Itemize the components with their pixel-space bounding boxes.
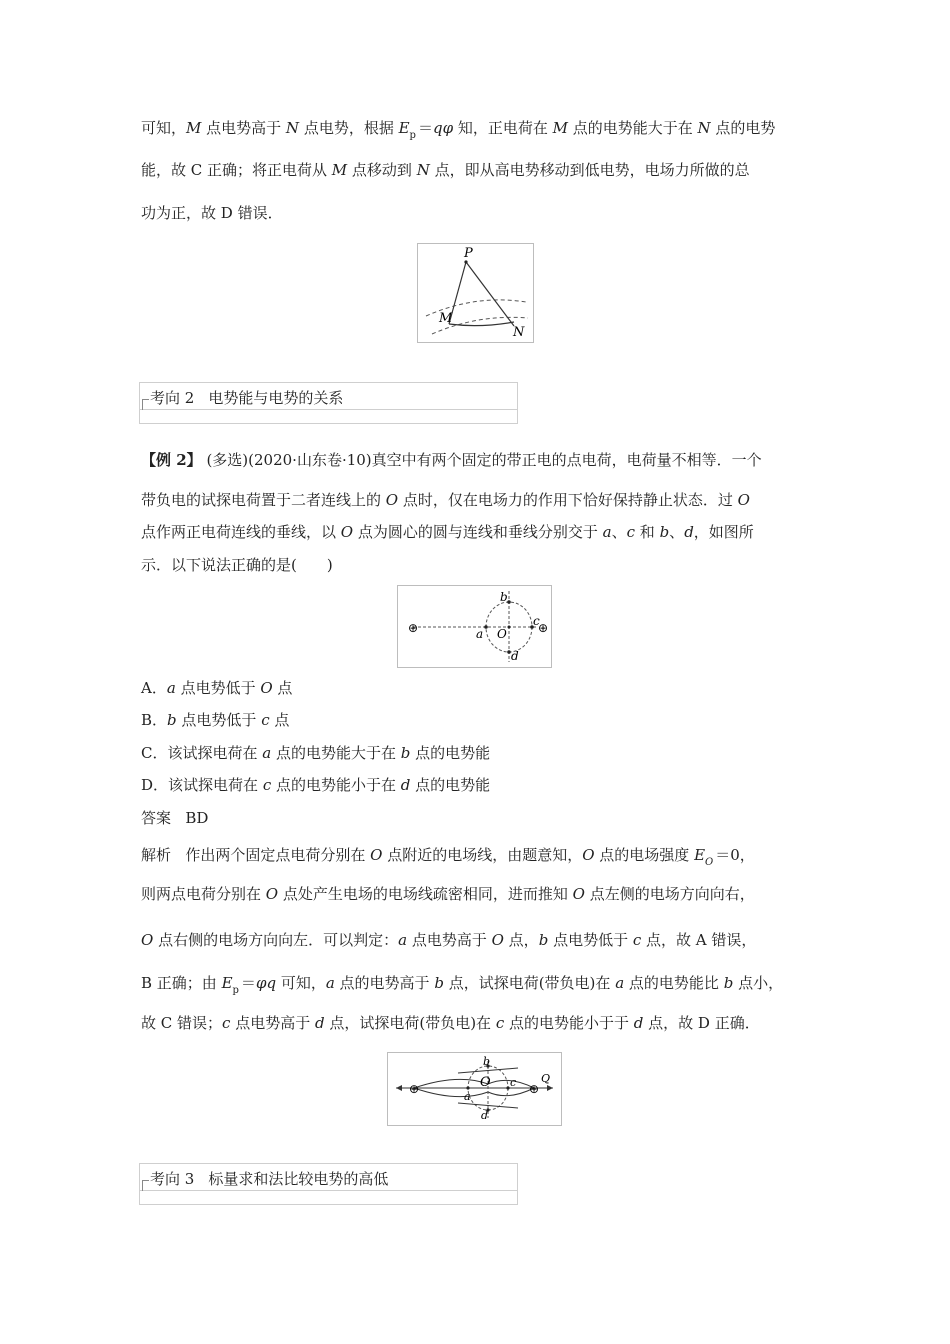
option-d: D．该试探电荷在 c 点的电势能小于在 d 点的电势能: [141, 776, 491, 794]
analysis-line2: 则两点电荷分别在 O 点处产生电场的电场线疏密相同，进而推知 O 点左侧的电场方向向右，: [141, 885, 755, 903]
figure-charges-circle: [397, 585, 552, 668]
option-a: A．a 点电势低于 O 点: [141, 679, 293, 697]
charge-right: ⊕: [529, 1082, 540, 1096]
label-m: M: [439, 311, 453, 326]
label-c: c: [510, 1076, 517, 1089]
analysis-line4: B 正确；由 $E_p =\varphi q$ 可知，a 点的电势高于 b 点，试探电荷(带负电)在 a 点的电势能比 b 点小，: [141, 974, 784, 996]
answer: [141, 808, 208, 828]
label-c: c: [533, 614, 540, 628]
label-a: a: [464, 1090, 471, 1103]
charge-right: ⊕: [538, 621, 549, 635]
analysis-line1: 解析 作出两个固定点电荷分别在 O 点附近的电场线，由题意知，O 点的电场强度 $E_O =0$，: [141, 846, 755, 868]
example-tag: 【例 2】: [141, 451, 202, 469]
label-d: d: [481, 1109, 489, 1122]
option-b: B．b 点电势低于 c 点: [141, 711, 290, 729]
section-3-number: 考向 3: [150, 1170, 195, 1188]
example2-line3: 点作两正电荷连线的垂线，以 O 点为圆心的圆与连线和垂线分别交于 a、c 和 b、d，如图所: [141, 523, 754, 541]
label-n: N: [513, 325, 525, 340]
section-3-title: 标量求和法比较电势的高低: [208, 1170, 389, 1188]
example2-line4: 示．以下说法正确的是( ): [141, 556, 333, 574]
label-d: d: [511, 649, 519, 663]
option-c: C．该试探电荷在 a 点的电势能大于在 b 点的电势能: [141, 744, 491, 762]
label-q: Q: [541, 1072, 551, 1085]
section-2-header: [139, 382, 518, 424]
analysis-line3: O 点右侧的电场方向向左．可以判定：a 点电势高于 O 点，b 点电势低于 c 点，故 A 错误，: [141, 931, 757, 949]
paragraph1-line3: 功为正，故 D 错误．: [141, 204, 283, 222]
label-b: b: [483, 1055, 491, 1068]
analysis-label: 解析: [141, 846, 172, 864]
example2-line2: 带负电的试探电荷置于二者连线上的 O 点时，仅在电场力的作用下恰好保持静止状态．过 O: [141, 491, 750, 509]
label-o: O: [480, 1075, 491, 1090]
example2-line1: 【例 2】 (多选)(2020·山东卷·10)真空中有两个固定的带正电的点电荷，电荷量不相等．一个: [141, 451, 762, 469]
section-3-header: [139, 1163, 518, 1205]
section-2-number: 考向 2: [150, 389, 195, 407]
charge-left: ⊕: [409, 1082, 420, 1096]
paragraph1-line2: 能，故 C 正确；将正电荷从 M 点移动到 N 点，即从高电势移动到低电势，电场力所做的总: [141, 161, 750, 179]
answer-label: 答案: [141, 809, 172, 827]
answer-value: BD: [185, 809, 209, 827]
figure-pmn: [417, 243, 534, 343]
paragraph1-line1: 可知，M 点电势高于 N 点电势，根据 $E_p =q\varphi$ 知，正电荷在 M 点的电势能大于在 N 点的电势: [141, 119, 776, 141]
label-a: a: [476, 627, 484, 641]
label-b: b: [500, 590, 508, 604]
figure-field-lines: [387, 1052, 562, 1126]
label-p: P: [464, 246, 473, 261]
analysis-line5: 故 C 错误；c 点电势高于 d 点，试探电荷(带负电)在 c 点的电势能小于于 d 点，故 D 正确．: [141, 1014, 760, 1032]
charge-left: ⊕: [408, 621, 419, 635]
label-o: O: [497, 627, 507, 641]
section-2-title: 电势能与电势的关系: [208, 389, 344, 407]
